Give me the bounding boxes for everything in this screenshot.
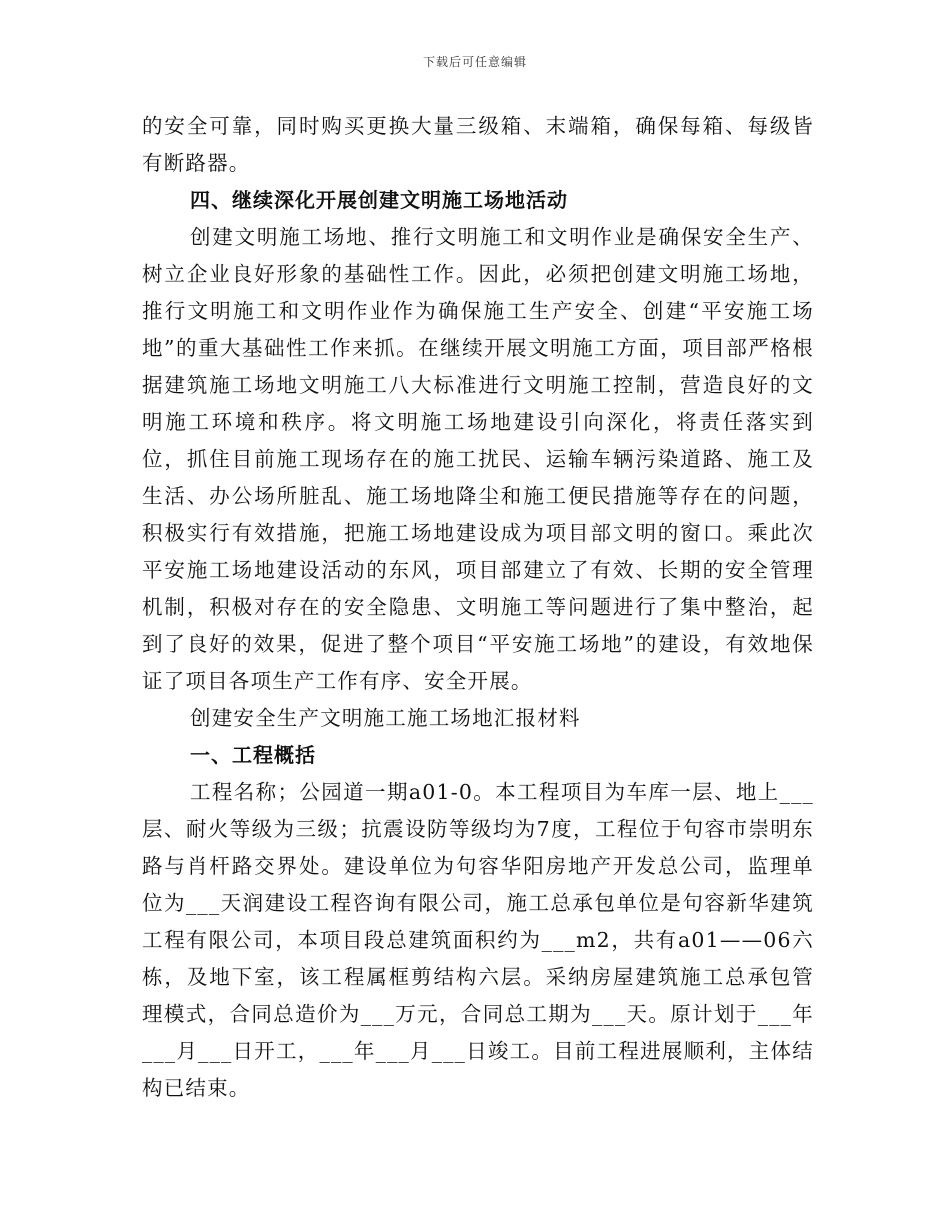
paragraph-project-overview: 工程名称；公园道一期a01-0。本工程项目为车库一层、地上___层、耐火等级为三级；抗震设防等级均为7度，工程位于句容市崇明东路与肖杆路交界处。建设单位为句容华阳房地产开发总公司，监理单位为___天润建设工程咨询有限公司，施工总承包单位是句容新华建筑工程有限公司，本项目段总建筑面积约为___m2，共有a01——06六栋，及地下室，该工程属框剪结构六层。采纳房屋建筑施工总承包管理模式，合同总造价为___万元，合同总工期为___天。原计划于___年___月___日开工，___年___月___日竣工。目前工程进展顺利，主体结构已结束。: [142, 780, 814, 1100]
document-body: [142, 108, 814, 1107]
paragraph-civilized-construction: 创建文明施工场地、推行文明施工和文明作业是确保安全生产、树立企业良好形象的基础性工作。因此，必须把创建文明施工场地，推行文明施工和文明作业作为确保施工生产安全、创建“平安施工场地”的重大基础性工作来抓。在继续开展文明施工方面，项目部严格根据建筑施工场地文明施工八大标准进行文明施工控制，营造良好的文明施工环境和秩序。将文明施工场地建设引向深化，将责任落实到位，抓住目前施工现场存在的施工扰民、运输车辆污染道路、施工及生活、办公场所脏乱、施工场地降尘和施工便民措施等存在的问题，积极实行有效措施，把施工场地建设成为项目部文明的窗口。乘此次平安施工场地建设活动的东风，项目部建立了有效、长期的安全管理机制，积极对存在的安全隐患、文明施工等问题进行了集中整治，起到了良好的效果，促进了整个项目“平安施工场地”的建设，有效地保证了项目各项生产工作有序、安全开展。: [142, 225, 814, 693]
section-heading-1: 一、工程概括: [190, 743, 316, 767]
paragraph-continuation: 的安全可靠，同时购买更换大量三级箱、末端箱，确保每箱、每级皆有断路器。: [142, 114, 814, 175]
report-title: 创建安全生产文明施工施工场地汇报材料: [190, 706, 581, 730]
page-header: 下载后可任意编辑: [422, 55, 527, 69]
section-heading-4: 四、继续深化开展创建文明施工场地活动: [190, 188, 568, 212]
